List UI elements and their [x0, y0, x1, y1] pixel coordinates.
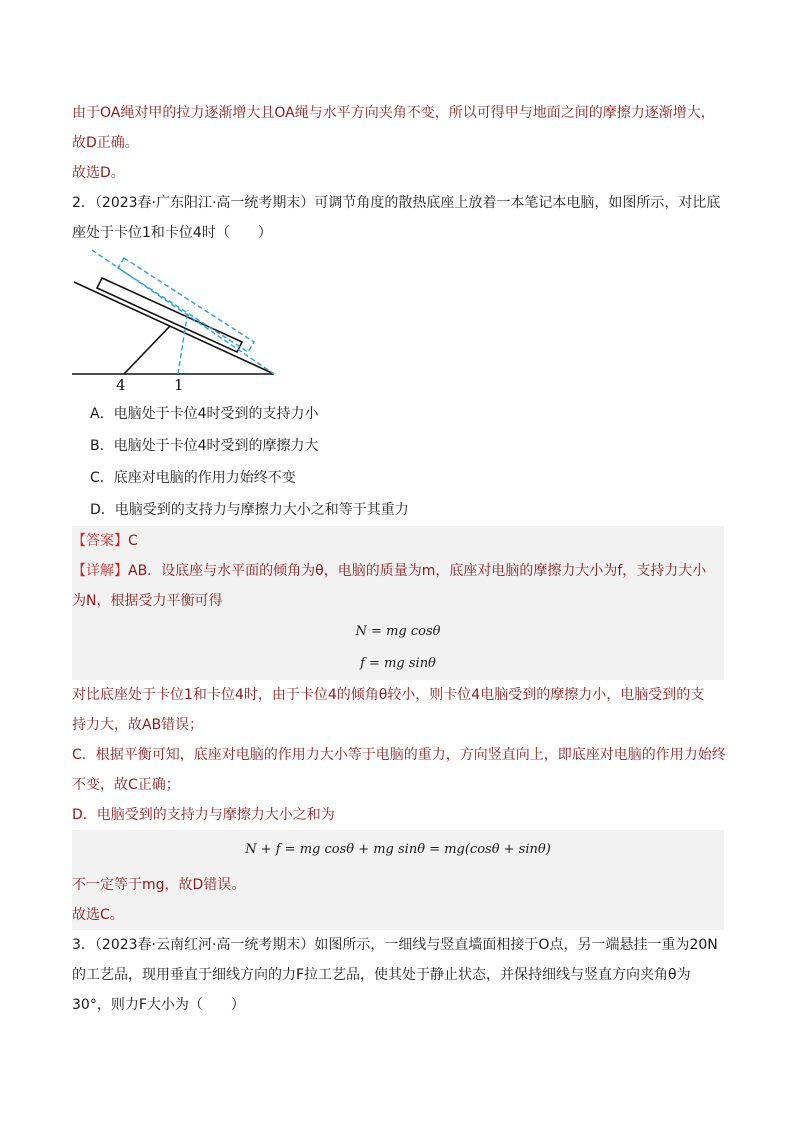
detail-label: 【详解】 — [72, 563, 128, 579]
formula-friction: f = mg sinθ — [360, 656, 436, 671]
question-3-stem-line-2: 的工艺品，现用垂直于细线方向的力F拉工艺品，使其处于静止状态，并保持细线与竖直方向夹角θ为 — [72, 967, 691, 983]
detail-line-3: 对比底座处于卡位1和卡位4时，由于卡位4的倾角θ较小，则卡位4电脑受到的摩擦力小，电脑受到的支 — [72, 687, 705, 703]
support-leg — [124, 326, 170, 374]
formula-sum-block — [72, 830, 724, 930]
option-d[interactable]: D．电脑受到的支持力与摩擦力大小之和等于其重力 — [90, 502, 409, 518]
prev-solution-choose: 故选D。 — [72, 165, 125, 181]
detail-line-1-text: AB．设底座与水平面的倾角为θ，电脑的质量为m，底座对电脑的摩擦力大小为f，支持力大小 — [128, 563, 707, 579]
position-label-1: 1 — [174, 376, 184, 394]
question-2-stem-line-1: 2．（2023春·广东阳江·高一统考期末）可调节角度的散热底座上放着一本笔记本电脑，如图所示，对比底 — [72, 195, 721, 211]
document-page — [72, 98, 724, 1020]
incline-line — [74, 282, 274, 374]
prev-solution-line-1: 由于OA绳对甲的拉力逐渐增大且OA绳与水平方向夹角不变，所以可得甲与地面之间的摩擦力逐渐增大， — [72, 105, 715, 121]
question-2-stem-line-2: 座处于卡位1和卡位4时（ ） — [72, 225, 272, 241]
option-c[interactable]: C．底座对电脑的作用力始终不变 — [90, 470, 296, 486]
laptop-stand-figure — [72, 248, 724, 398]
answer-line — [72, 526, 724, 556]
detail-line-2: 为N，根据受力平衡可得 — [72, 593, 223, 609]
answer-value: C — [128, 533, 138, 549]
detail-line-6: 不变，故C正确； — [72, 777, 180, 793]
question-3-stem-line-1: 3．（2023春·云南红河·高一统考期末）如图所示，一细线与竖直墙面相接于O点，另一端悬挂一重为20N — [72, 937, 718, 953]
question-2-choose: 故选C。 — [72, 907, 124, 923]
detail-line-1 — [72, 556, 724, 586]
laptop-solid — [97, 278, 242, 352]
detail-line-8: 不一定等于mg，故D错误。 — [72, 877, 246, 893]
detail-line-7: D．电脑受到的支持力与摩擦力大小之和为 — [72, 807, 335, 823]
answer-label: 【答案】 — [72, 533, 128, 549]
support-leg-dashed — [178, 310, 188, 374]
option-b[interactable]: B．电脑处于卡位4时受到的摩擦力大 — [90, 438, 319, 454]
answer-block — [72, 526, 724, 680]
position-label-4: 4 — [116, 376, 126, 394]
formula-sum: N + f = mg cosθ + mg sinθ = mg(cosθ + sinθ) — [245, 842, 551, 857]
question-3-stem-line-3: 30°，则力F大小为（ ） — [72, 997, 245, 1013]
formula-normal-force: N = mg cosθ — [355, 624, 441, 639]
incline-dashed — [92, 250, 274, 374]
prev-solution-line-2: 故D正确。 — [72, 135, 139, 151]
detail-line-4: 持力大，故AB错误； — [72, 717, 204, 733]
option-a[interactable]: A．电脑处于卡位4时受到的支持力小 — [90, 406, 319, 422]
detail-line-5: C．根据平衡可知，底座对电脑的作用力大小等于电脑的重力，方向竖直向上，即底座对电脑的作用力始终 — [72, 747, 726, 763]
